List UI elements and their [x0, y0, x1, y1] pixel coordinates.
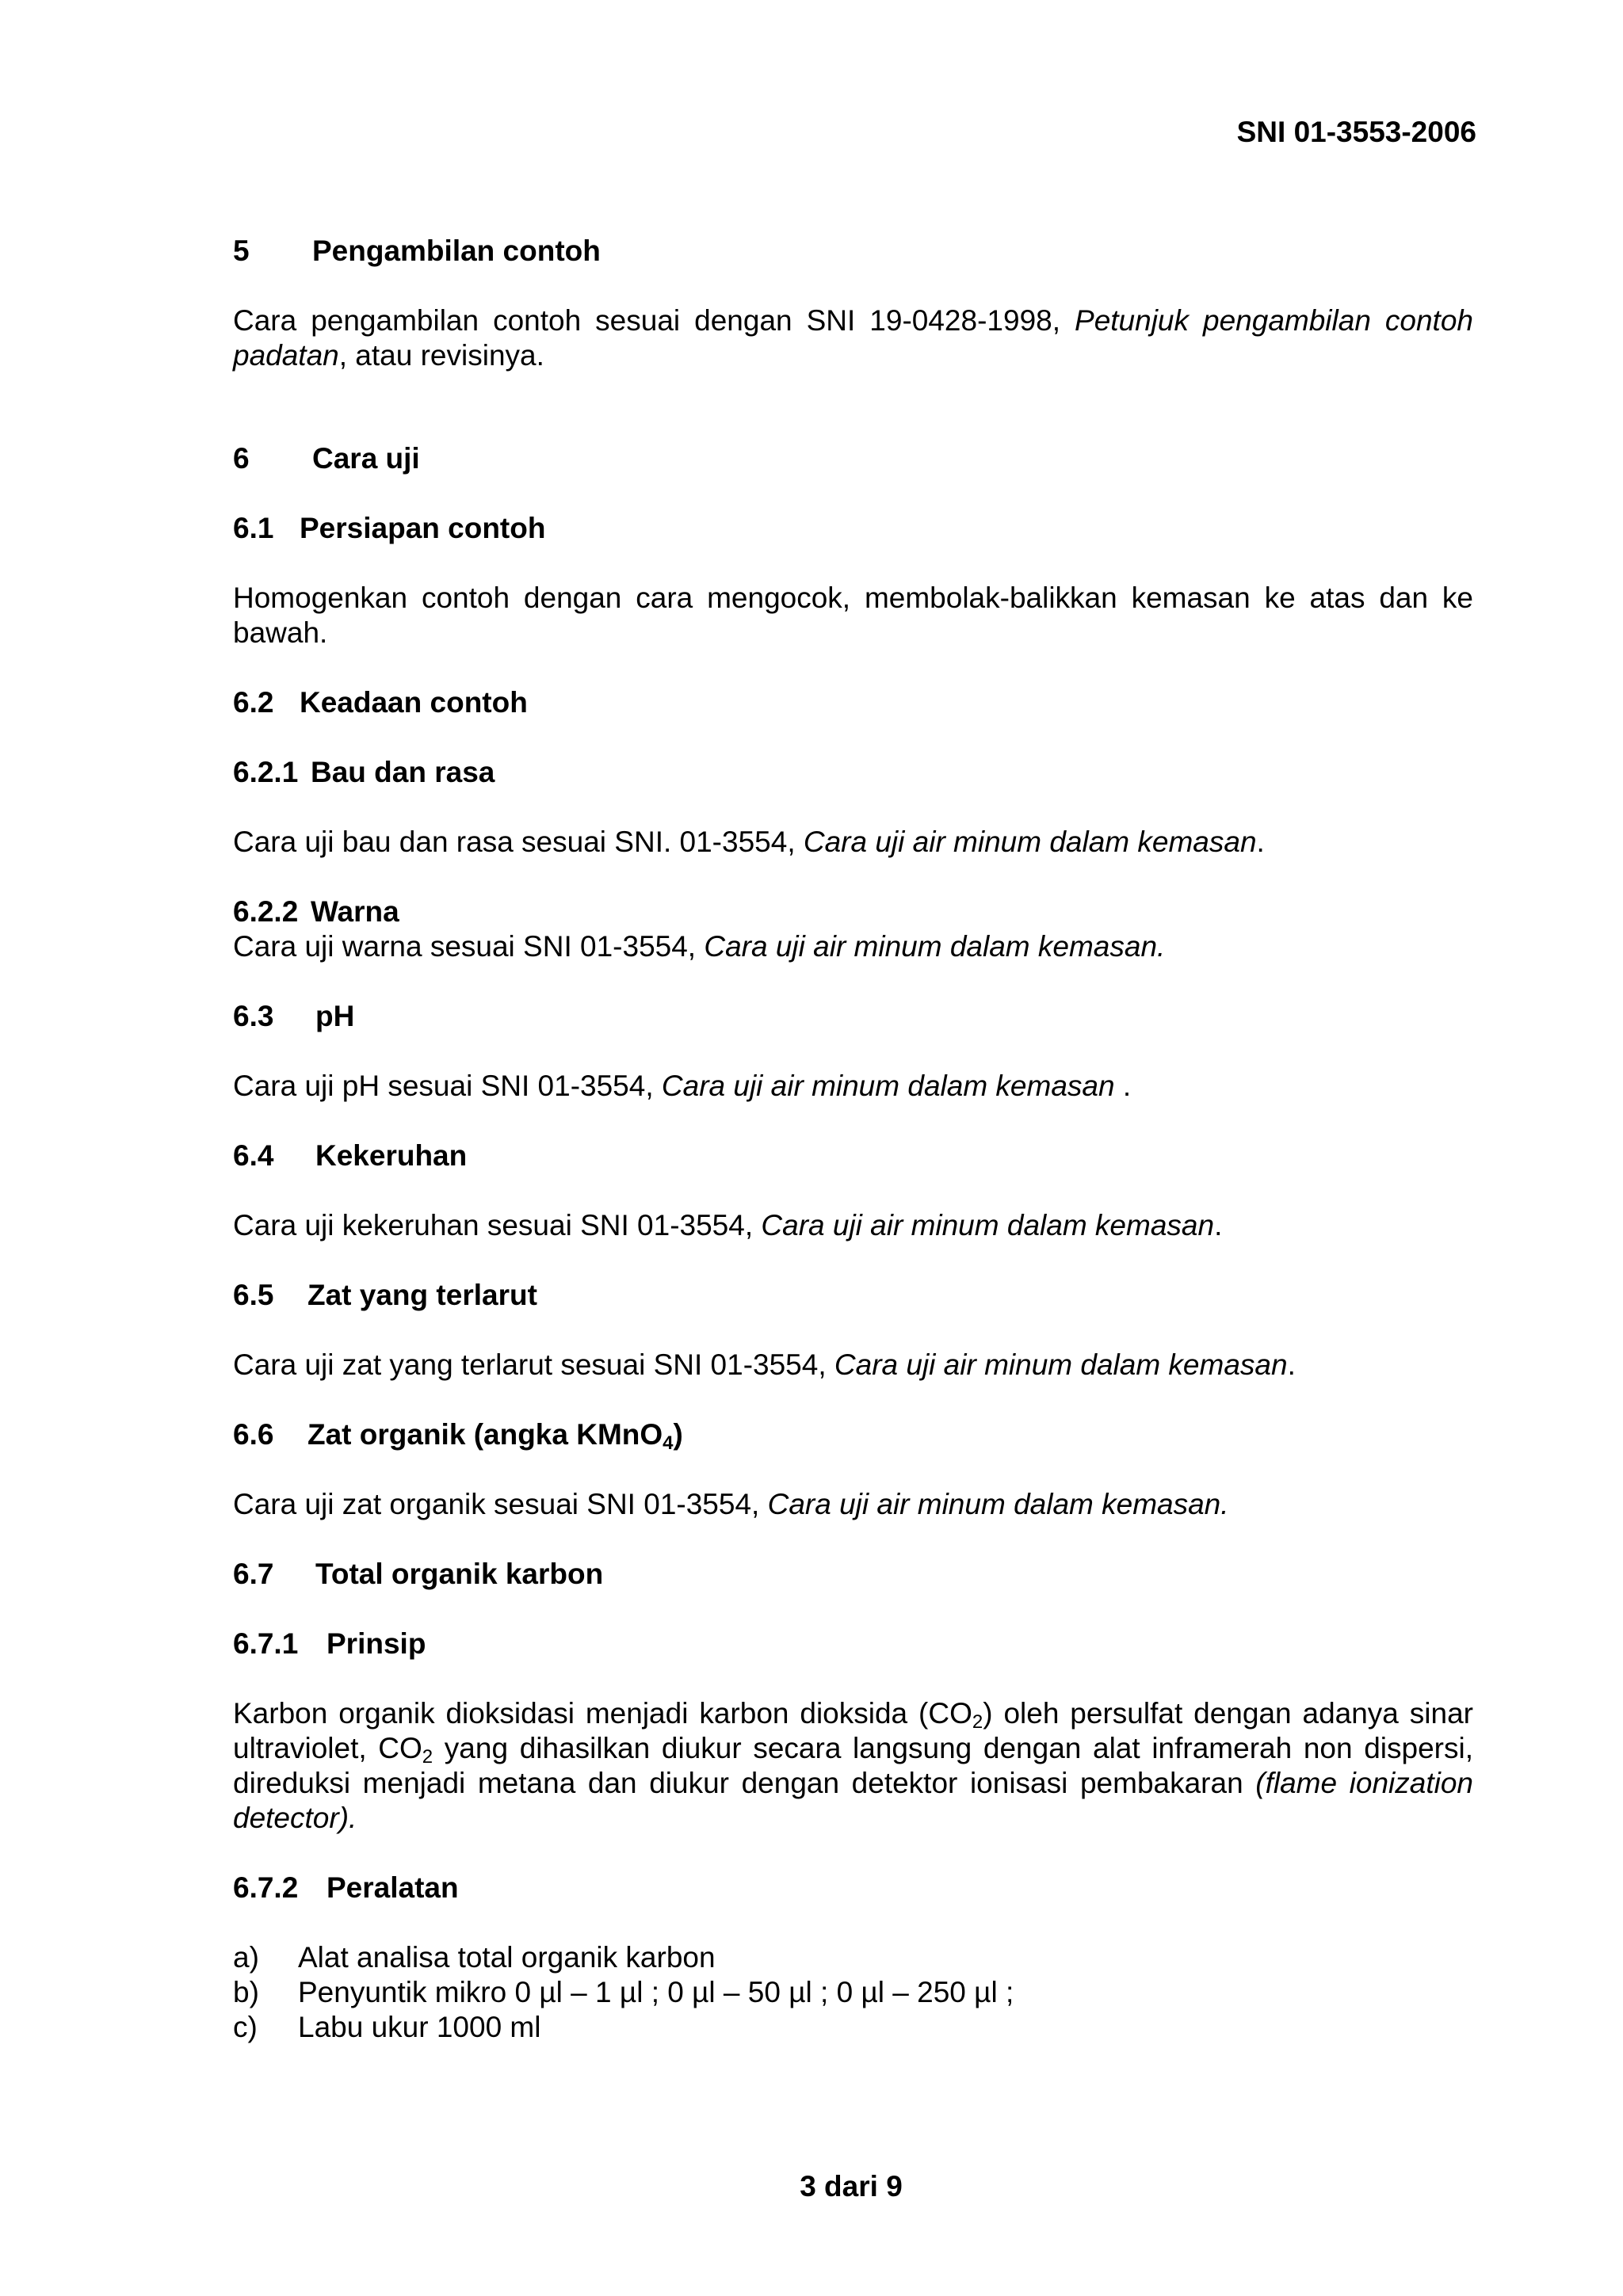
text-run: . — [1214, 1209, 1223, 1241]
section-6-5-heading — [233, 1278, 537, 1313]
section-5-heading — [233, 234, 601, 269]
text-run: Cara uji zat yang terlarut sesuai SNI 01-3554, — [233, 1348, 834, 1381]
section-6-1-heading — [233, 511, 545, 546]
section-title: Cara uji — [312, 442, 420, 475]
text-run: Cara pengambilan contoh sesuai dengan SNI 19-0428-1998, — [233, 304, 1075, 337]
page-number: 3 dari 9 — [800, 2170, 903, 2203]
section-title: pH — [315, 1000, 355, 1032]
section-6-1-paragraph: Homogenkan contoh dengan cara mengocok, membolak-balikkan kemasan ke atas dan ke bawah. — [233, 582, 1473, 649]
section-number: 6.5 — [233, 1279, 274, 1311]
section-title: Persiapan contoh — [300, 512, 546, 544]
title-run: ) — [673, 1418, 683, 1451]
list-item-text: Penyuntik mikro 0 µl – 1 µl ; 0 µl – 50 µl ; 0 µl – 250 µl ; — [298, 1976, 1014, 2008]
text-run: ) oleh persulfat dengan adanya sinar ultraviolet, CO — [233, 1697, 1473, 1764]
section-number: 6.1 — [233, 512, 274, 544]
standard-title-italic: Cara uji air minum dalam kemasan — [761, 1209, 1215, 1241]
section-number: 5 — [233, 235, 250, 267]
standard-title-italic: Petunjuk pengambilan contoh padatan — [233, 304, 1473, 372]
text-run: Cara uji pH sesuai SNI 01-3554, — [233, 1070, 662, 1102]
subscript: 4 — [663, 1432, 674, 1454]
list-item-text: Alat analisa total organik karbon — [298, 1941, 716, 1974]
section-6-2-2-paragraph — [233, 929, 1473, 964]
standard-title-italic: Cara uji air minum dalam kemasan. — [704, 930, 1166, 963]
text-run: Cara uji kekeruhan sesuai SNI 01-3554, — [233, 1209, 762, 1241]
section-title: Bau dan rasa — [311, 756, 495, 788]
standard-title-italic: Cara uji air minum dalam kemasan — [661, 1070, 1115, 1102]
section-6-7-heading — [233, 1557, 603, 1592]
list-item — [233, 1940, 1473, 1975]
section-6-6-heading — [233, 1417, 683, 1452]
equipment-list — [233, 1940, 1473, 2045]
section-number: 6.3 — [233, 1000, 274, 1032]
section-6-3-heading — [233, 999, 354, 1034]
text-run: . — [1287, 1348, 1296, 1381]
text-run: , atau revisinya. — [338, 339, 544, 372]
text-run: Cara uji zat organik sesuai SNI 01-3554, — [233, 1488, 768, 1520]
section-5-paragraph — [233, 303, 1473, 373]
subscript: 2 — [422, 1746, 433, 1768]
list-item-text: Labu ukur 1000 ml — [298, 2011, 541, 2043]
list-item — [233, 1975, 1473, 2010]
section-6-2-1-heading — [233, 755, 495, 790]
list-marker: b) — [233, 1976, 259, 2008]
section-6-2-2-heading — [233, 894, 399, 929]
text-run: Cara uji bau dan rasa sesuai SNI. 01-3554, — [233, 826, 804, 858]
section-number: 6.2.2 — [233, 895, 299, 928]
list-item — [233, 2010, 1473, 2045]
section-6-4-paragraph — [233, 1208, 1473, 1243]
section-6-4-heading — [233, 1138, 467, 1173]
section-title — [307, 1418, 683, 1454]
section-6-7-1-heading — [233, 1627, 426, 1661]
text-run: Karbon organik dioksidasi menjadi karbon dioksida (CO — [233, 1697, 972, 1730]
section-title: Prinsip — [327, 1627, 426, 1660]
section-6-7-2-heading — [233, 1871, 459, 1905]
list-marker: c) — [233, 2011, 258, 2043]
section-6-heading — [233, 441, 420, 476]
section-number: 6.7.1 — [233, 1627, 299, 1660]
section-6-2-1-paragraph — [233, 825, 1473, 860]
section-number: 6.7 — [233, 1558, 274, 1590]
title-run: Zat organik (angka KMnO — [307, 1418, 663, 1451]
section-number: 6.4 — [233, 1139, 274, 1172]
section-title: Warna — [311, 895, 399, 928]
section-6-7-1-paragraph — [233, 1696, 1473, 1836]
section-number: 6.2.1 — [233, 756, 299, 788]
list-marker: a) — [233, 1941, 259, 1974]
text-run: Cara uji warna sesuai SNI 01-3554, — [233, 930, 705, 963]
section-number: 6.6 — [233, 1418, 274, 1451]
standard-title-italic: Cara uji air minum dalam kemasan. — [767, 1488, 1229, 1520]
section-title: Keadaan contoh — [300, 686, 528, 719]
text-run: yang dihasilkan diukur secara langsung dengan alat inframerah non dispersi, direduksi menjadi metana dan diukur dengan detektor ionisasi pembakaran — [233, 1732, 1473, 1799]
standard-title-italic: Cara uji air minum dalam kemasan — [834, 1348, 1288, 1381]
section-6-5-paragraph — [233, 1348, 1473, 1383]
section-title: Pengambilan contoh — [312, 235, 601, 267]
document-code: SNI 01-3553-2006 — [1236, 116, 1476, 148]
section-title: Total organik karbon — [315, 1558, 604, 1590]
section-number: 6.7.2 — [233, 1871, 299, 1904]
section-6-3-paragraph — [233, 1069, 1473, 1104]
section-number: 6.2 — [233, 686, 274, 719]
section-6-6-paragraph — [233, 1487, 1473, 1522]
section-6-2-heading — [233, 685, 528, 720]
standard-title-italic: Cara uji air minum dalam kemasan — [803, 826, 1257, 858]
term-italic: (flame ionization detector). — [233, 1767, 1473, 1834]
section-number: 6 — [233, 442, 250, 475]
section-title: Kekeruhan — [315, 1139, 468, 1172]
section-title: Peralatan — [327, 1871, 459, 1904]
text-run: . — [1114, 1070, 1132, 1102]
section-title: Zat yang terlarut — [307, 1279, 537, 1311]
text-run: . — [1256, 826, 1265, 858]
subscript: 2 — [972, 1711, 983, 1733]
